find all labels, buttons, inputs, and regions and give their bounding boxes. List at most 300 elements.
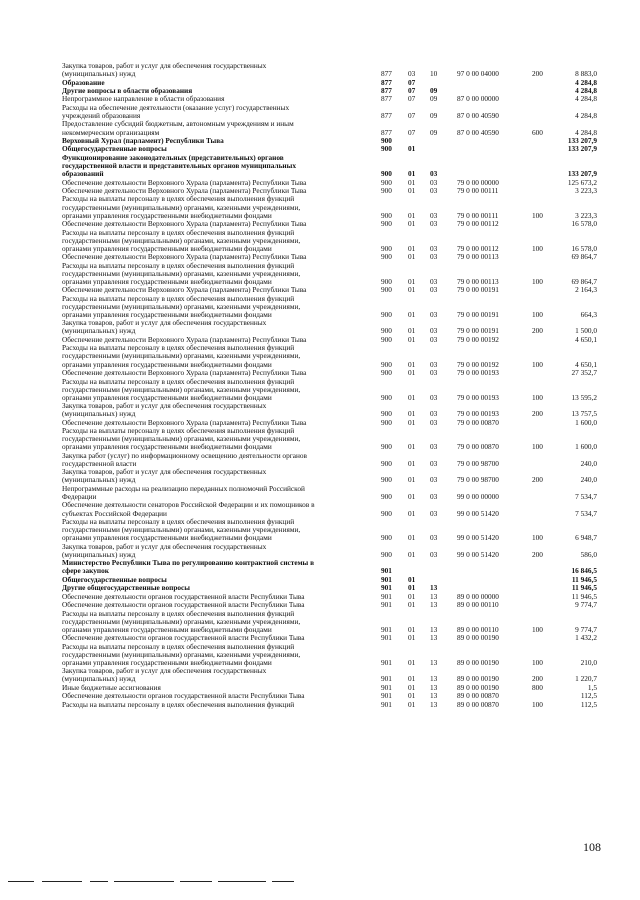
expense-type-code: 200 <box>532 326 543 336</box>
section-code: 01 <box>408 583 416 593</box>
subsection-code: 09 <box>430 127 438 137</box>
table-row <box>0 220 640 228</box>
row-name-line: Расходы на обеспечение деятельности (оказание услуг) государственных <box>62 103 290 112</box>
table-row <box>0 501 640 517</box>
ministry-code: 901 <box>381 600 392 610</box>
page-number: 108 <box>583 840 601 854</box>
subsection-code: 13 <box>430 657 438 667</box>
ministry-code: 901 <box>381 591 392 601</box>
table-row <box>0 402 640 418</box>
subsection-code: 03 <box>430 186 438 195</box>
row-name <box>62 543 362 559</box>
section-code: 01 <box>408 533 416 543</box>
table-row <box>0 369 640 377</box>
row-name-line: Закупка товаров, работ и услуг для обеспечения государственных <box>62 319 267 328</box>
amount: 240,0 <box>580 458 597 468</box>
ministry-code: 877 <box>381 69 392 79</box>
table-row <box>0 601 640 609</box>
table-row <box>0 62 640 78</box>
table-row <box>0 518 640 542</box>
section-code: 01 <box>408 600 416 610</box>
row-name-line: Непрограммные расходы на реализацию переданных полномочий Российской <box>62 484 305 493</box>
amount: 4 284,8 <box>575 77 597 87</box>
row-name-line: государственными (муниципальными) органами, казенными учреждениями, <box>62 352 301 361</box>
ministry-code: 901 <box>381 633 392 643</box>
subsection-code: 03 <box>430 177 438 187</box>
ministry-code: 901 <box>381 682 392 692</box>
row-name-line: Расходы на выплаты персоналу в целях обеспечения выполнения функций <box>62 518 295 526</box>
row-name-line: государственными (муниципальными) органами, казенными учреждениями, <box>62 302 301 311</box>
row-name <box>62 145 362 153</box>
row-name-line: некоммерческим организациям <box>62 128 160 137</box>
amount: 3 223,3 <box>575 186 597 195</box>
amount: 240,0 <box>580 475 597 485</box>
row-name-line: Министерство Республики Тыва по регулированию контрактной системы в <box>62 559 315 568</box>
row-name <box>62 593 362 601</box>
expense-type-code: 200 <box>532 69 543 79</box>
table-row <box>0 319 640 335</box>
target-code: 79 0 00 00870 <box>457 442 499 452</box>
table-row <box>0 137 640 145</box>
section-code: 07 <box>408 127 416 137</box>
section-code: 01 <box>408 574 416 584</box>
row-name <box>62 336 362 344</box>
target-code: 89 0 00 00000 <box>457 591 499 601</box>
expense-type-code: 100 <box>532 309 543 319</box>
table-row <box>0 584 640 592</box>
row-name <box>62 427 362 451</box>
target-code: 89 0 00 00870 <box>457 691 499 701</box>
row-name <box>62 262 362 286</box>
row-name <box>62 319 362 335</box>
row-name <box>62 344 362 368</box>
expense-type-code: 800 <box>532 682 543 692</box>
ministry-code: 900 <box>381 252 392 262</box>
row-name <box>62 120 362 136</box>
row-name <box>62 559 362 575</box>
section-code: 01 <box>408 417 416 427</box>
table-row <box>0 543 640 559</box>
ministry-code: 900 <box>381 508 392 518</box>
amount: 16 846,5 <box>571 566 597 576</box>
row-name-line: органами управления государственными внебюджетными фондами <box>62 393 272 402</box>
amount: 586,0 <box>580 549 597 559</box>
target-code: 79 0 00 00111 <box>457 210 499 220</box>
subsection-code: 13 <box>430 699 438 709</box>
table-row <box>0 104 640 120</box>
row-name <box>62 601 362 609</box>
table-row <box>0 692 640 700</box>
row-name <box>62 402 362 418</box>
ministry-code: 900 <box>381 549 392 559</box>
amount: 133 207,9 <box>567 169 597 179</box>
table-row <box>0 667 640 683</box>
amount: 1 600,0 <box>575 417 597 427</box>
expense-type-code: 600 <box>532 127 543 137</box>
row-name-line: государственными (муниципальными) органами, казенными учреждениями, <box>62 650 301 659</box>
row-name-line: государственными (муниципальными) органами, казенными учреждениями, <box>62 385 301 394</box>
table-row <box>0 576 640 584</box>
expense-type-code: 200 <box>532 475 543 485</box>
row-name-line: Обеспечение деятельности Верховного Хурала (парламента) Республики Тыва <box>62 418 307 427</box>
expense-type-code: 200 <box>532 549 543 559</box>
amount: 13 757,5 <box>571 409 597 419</box>
subsection-code: 03 <box>430 334 438 344</box>
row-name-line: органами управления государственными внебюджетными фондами <box>62 360 272 369</box>
target-code: 79 0 00 00111 <box>457 186 499 195</box>
ministry-code: 900 <box>381 210 392 220</box>
section-code: 01 <box>408 458 416 468</box>
amount: 133 207,9 <box>567 144 597 154</box>
row-name-line: государственными (муниципальными) органами, казенными учреждениями, <box>62 269 301 278</box>
amount: 1 220,7 <box>575 674 597 684</box>
row-name <box>62 501 362 517</box>
row-name-line: государственными (муниципальными) органами, казенными учреждениями, <box>62 617 301 626</box>
amount: 4 284,8 <box>575 110 597 120</box>
ministry-code: 901 <box>381 566 392 576</box>
ministry-code: 900 <box>381 368 392 378</box>
row-name <box>62 684 362 692</box>
subsection-code: 03 <box>430 475 438 485</box>
amount: 125 673,2 <box>567 177 597 187</box>
amount: 2 164,3 <box>575 285 597 295</box>
ministry-code: 901 <box>381 574 392 584</box>
subsection-code: 03 <box>430 285 438 295</box>
row-name <box>62 253 362 261</box>
ministry-code: 900 <box>381 491 392 501</box>
row-name-line: Расходы на выплаты персоналу в целях обеспечения выполнения функций <box>62 344 295 353</box>
row-name-line: Другие вопросы в области образования <box>62 87 193 95</box>
row-name-line: Обеспечение деятельности Верховного Хурала (парламента) Республики Тыва <box>62 369 307 378</box>
amount: 133 207,9 <box>567 136 597 145</box>
section-code: 01 <box>408 491 416 501</box>
row-name <box>62 79 362 87</box>
row-name <box>62 195 362 219</box>
amount: 69 864,7 <box>571 252 597 262</box>
ministry-code: 901 <box>381 691 392 701</box>
row-name-line: Расходы на выплаты персоналу в целях обеспечения выполнения функций <box>62 228 295 237</box>
section-code: 01 <box>408 674 416 684</box>
section-code: 01 <box>408 475 416 485</box>
expense-type-code: 100 <box>532 243 543 253</box>
target-code: 87 0 00 00000 <box>457 94 499 104</box>
section-code: 01 <box>408 368 416 378</box>
row-name-line: Расходы на выплаты персоналу в целях обеспечения выполнения функций <box>62 642 295 651</box>
target-code: 79 0 00 00113 <box>457 252 499 262</box>
row-name-line: органами управления государственными внебюджетными фондами <box>62 244 272 253</box>
section-code: 01 <box>408 549 416 559</box>
row-name-line: Расходы на выплаты персоналу в целях обеспечения выполнения функций <box>62 195 295 204</box>
amount: 4 284,8 <box>575 94 597 104</box>
row-name-line: Функционирование законодательных (представительных) органов <box>62 153 284 162</box>
row-name-line: Закупка товаров, работ и услуг для обеспечения государственных <box>62 468 267 477</box>
target-code: 99 0 00 51420 <box>457 549 499 559</box>
amount: 16 578,0 <box>571 243 597 253</box>
row-name <box>62 87 362 95</box>
subsection-code: 13 <box>430 624 438 634</box>
section-code: 01 <box>408 285 416 295</box>
ministry-code: 900 <box>381 276 392 286</box>
ministry-code: 900 <box>381 243 392 253</box>
table-row <box>0 179 640 187</box>
row-name-line: Верховный Хурал (парламент) Республики Тыва <box>62 137 224 145</box>
row-name-line: Обеспечение деятельности органов государственной власти Республики Тыва <box>62 692 305 701</box>
row-name-line: органами управления государственными внебюджетными фондами <box>62 658 272 667</box>
target-code: 89 0 00 00110 <box>457 624 499 634</box>
table-row <box>0 344 640 368</box>
row-name-line: (муниципальных) нужд <box>62 476 136 485</box>
table-row <box>0 559 640 575</box>
amount: 11 946,5 <box>571 591 597 601</box>
table-row <box>0 643 640 667</box>
section-code: 01 <box>408 359 416 369</box>
amount: 11 946,5 <box>571 583 597 593</box>
table-row <box>0 336 640 344</box>
subsection-code: 03 <box>430 368 438 378</box>
table-row <box>0 452 640 468</box>
target-code: 89 0 00 00190 <box>457 633 499 643</box>
row-name-line: органами управления государственными внебюджетными фондами <box>62 211 272 220</box>
subsection-code: 13 <box>430 633 438 643</box>
row-name-line: Федерации <box>62 492 97 501</box>
row-name-line: Расходы на выплаты персоналу в целях обеспечения выполнения функций <box>62 609 295 618</box>
subsection-code: 03 <box>430 210 438 220</box>
row-name-line: Обеспечение деятельности органов государственной власти Республики Тыва <box>62 592 305 601</box>
ministry-code: 900 <box>381 219 392 229</box>
expense-type-code: 200 <box>532 409 543 419</box>
target-code: 89 0 00 00110 <box>457 600 499 610</box>
subsection-code: 13 <box>430 600 438 610</box>
target-code: 99 0 00 51420 <box>457 508 499 518</box>
ministry-code: 901 <box>381 699 392 709</box>
target-code: 79 0 00 98700 <box>457 458 499 468</box>
section-code: 01 <box>408 624 416 634</box>
row-name-line: Непрограммное направление в области образования <box>62 95 225 104</box>
row-name-line: государственными (муниципальными) органами, казенными учреждениями, <box>62 203 301 212</box>
subsection-code: 09 <box>430 110 438 120</box>
row-name <box>62 485 362 501</box>
section-code: 01 <box>408 177 416 187</box>
row-name-line: Закупка товаров, работ и услуг для обеспечения государственных <box>62 62 267 70</box>
ministry-code: 900 <box>381 309 392 319</box>
subsection-code: 10 <box>430 69 438 79</box>
section-code: 01 <box>408 657 416 667</box>
target-code: 99 0 00 00000 <box>457 491 499 501</box>
row-name-line: Закупка работ (услуг) по информационному освещению деятельности органов <box>62 451 307 460</box>
amount: 7 534,7 <box>575 508 597 518</box>
ministry-code: 900 <box>381 177 392 187</box>
target-code: 79 0 00 00192 <box>457 359 499 369</box>
subsection-code: 03 <box>430 243 438 253</box>
row-name <box>62 584 362 592</box>
row-name-line: Общегосударственные вопросы <box>62 575 167 584</box>
row-name-line: учреждений образования <box>62 111 141 120</box>
row-name-line: Обеспечение деятельности органов государственной власти Республики Тыва <box>62 601 305 610</box>
target-code: 87 0 00 40590 <box>457 110 499 120</box>
row-name <box>62 286 362 294</box>
row-name-line: Обеспечение деятельности Верховного Хурала (парламента) Республики Тыва <box>62 220 307 229</box>
expense-type-code: 100 <box>532 276 543 286</box>
amount: 1 500,0 <box>575 326 597 336</box>
row-name-line: Расходы на выплаты персоналу в целях обеспечения выполнения функций <box>62 261 295 270</box>
expense-type-code: 100 <box>532 210 543 220</box>
table-row <box>0 378 640 402</box>
row-name <box>62 154 362 178</box>
row-name-line: Общегосударственные вопросы <box>62 145 167 154</box>
row-name-line: государственными (муниципальными) органами, казенными учреждениями, <box>62 526 301 535</box>
ministry-code: 900 <box>381 285 392 295</box>
target-code: 79 0 00 00193 <box>457 409 499 419</box>
row-name-line: субъектах Российской Федерации <box>62 509 167 518</box>
target-code: 89 0 00 00190 <box>457 657 499 667</box>
section-code: 01 <box>408 591 416 601</box>
target-code: 89 0 00 00870 <box>457 699 499 709</box>
subsection-code: 13 <box>430 591 438 601</box>
row-name-line: (муниципальных) нужд <box>62 550 136 559</box>
subsection-code: 13 <box>430 682 438 692</box>
ministry-code: 900 <box>381 442 392 452</box>
target-code: 79 0 00 00191 <box>457 309 499 319</box>
table-row <box>0 295 640 319</box>
target-code: 79 0 00 00191 <box>457 285 499 295</box>
row-name-line: органами управления государственными внебюджетными фондами <box>62 625 272 634</box>
amount: 69 864,7 <box>571 276 597 286</box>
section-code: 07 <box>408 77 416 87</box>
ministry-code: 900 <box>381 409 392 419</box>
target-code: 79 0 00 00193 <box>457 368 499 378</box>
subsection-code: 03 <box>430 533 438 543</box>
row-name-line: органами управления государственными внебюджетными фондами <box>62 310 272 319</box>
row-name-line: органами управления государственными внебюджетными фондами <box>62 277 272 286</box>
subsection-code: 03 <box>430 417 438 427</box>
row-name-line: Закупка товаров, работ и услуг для обеспечения государственных <box>62 402 267 411</box>
subsection-code: 13 <box>430 674 438 684</box>
subsection-code: 03 <box>430 309 438 319</box>
ministry-code: 901 <box>381 674 392 684</box>
ministry-code: 900 <box>381 359 392 369</box>
row-name <box>62 634 362 642</box>
expense-type-code: 100 <box>532 392 543 402</box>
ministry-code: 900 <box>381 458 392 468</box>
target-code: 79 0 00 98700 <box>457 475 499 485</box>
row-name <box>62 610 362 634</box>
row-name <box>62 369 362 377</box>
section-code: 01 <box>408 334 416 344</box>
subsection-code: 03 <box>430 359 438 369</box>
row-name-line: Обеспечение деятельности органов государственной власти Республики Тыва <box>62 634 305 643</box>
row-name-line: органами управления государственными внебюджетными фондами <box>62 443 272 452</box>
subsection-code: 03 <box>430 508 438 518</box>
row-name-line: (муниципальных) нужд <box>62 70 136 79</box>
ministry-code: 877 <box>381 94 392 104</box>
table-row <box>0 468 640 484</box>
amount: 4 284,8 <box>575 86 597 95</box>
row-name-line: Закупка товаров, работ и услуг для обеспечения государственных <box>62 667 267 676</box>
row-name-line: Расходы на выплаты персоналу в целях обеспечения выполнения функций <box>62 377 295 386</box>
row-name <box>62 419 362 427</box>
table-row <box>0 229 640 253</box>
section-code: 01 <box>408 409 416 419</box>
row-name-line: (муниципальных) нужд <box>62 410 136 419</box>
row-name <box>62 692 362 700</box>
amount: 9 774,7 <box>575 624 597 634</box>
ministry-code: 901 <box>381 583 392 593</box>
table-row <box>0 262 640 286</box>
table-row <box>0 593 640 601</box>
ministry-code: 900 <box>381 475 392 485</box>
row-name-line: Расходы на выплаты персоналу в целях обеспечения выполнения функций <box>62 700 295 709</box>
row-name-line: Другие общегосударственные вопросы <box>62 584 190 593</box>
table-row <box>0 419 640 427</box>
row-name <box>62 518 362 542</box>
subsection-code: 03 <box>430 458 438 468</box>
amount: 27 352,7 <box>571 368 597 378</box>
ministry-code: 900 <box>381 392 392 402</box>
row-name <box>62 137 362 145</box>
subsection-code: 03 <box>430 326 438 336</box>
row-name-line: органами управления государственными внебюджетными фондами <box>62 534 272 543</box>
table-row <box>0 95 640 103</box>
row-name <box>62 701 362 709</box>
section-code: 01 <box>408 682 416 692</box>
section-code: 01 <box>408 392 416 402</box>
table-row <box>0 187 640 195</box>
ministry-code: 900 <box>381 186 392 195</box>
row-name <box>62 468 362 484</box>
row-name-line: государственной власти и представительных органов муниципальных <box>62 161 296 170</box>
row-name <box>62 187 362 195</box>
row-name-line: образований <box>62 170 104 179</box>
section-code: 01 <box>408 210 416 220</box>
row-name-line: Предоставление субсидий бюджетным, автономным учреждениям и иным <box>62 120 294 129</box>
section-code: 07 <box>408 86 416 95</box>
target-code: 89 0 00 00190 <box>457 674 499 684</box>
section-code: 01 <box>408 309 416 319</box>
ministry-code: 900 <box>381 169 392 179</box>
row-name-line: Обеспечение деятельности Верховного Хурала (парламента) Республики Тыва <box>62 187 307 195</box>
section-code: 01 <box>408 219 416 229</box>
row-name <box>62 62 362 78</box>
row-name <box>62 576 362 584</box>
amount: 7 534,7 <box>575 491 597 501</box>
table-row <box>0 79 640 87</box>
row-name-line: Образование <box>62 78 105 87</box>
amount: 112,5 <box>580 699 597 709</box>
amount: 112,5 <box>580 691 597 701</box>
section-code: 03 <box>408 69 416 79</box>
row-name-line: Расходы на выплаты персоналу в целях обеспечения выполнения функций <box>62 427 295 436</box>
amount: 16 578,0 <box>571 219 597 229</box>
subsection-code: 03 <box>430 169 438 179</box>
section-code: 01 <box>408 326 416 336</box>
ministry-code: 877 <box>381 110 392 120</box>
table-row <box>0 427 640 451</box>
footer-rule <box>8 881 308 882</box>
target-code: 79 0 00 00000 <box>457 177 499 187</box>
subsection-code: 09 <box>430 86 438 95</box>
table-row <box>0 87 640 95</box>
table-row <box>0 610 640 634</box>
row-name-line: Расходы на выплаты персоналу в целях обеспечения выполнения функций <box>62 294 295 303</box>
amount: 1 432,2 <box>575 633 597 643</box>
row-name-line: Обеспечение деятельности сенаторов Российской Федерации и их помощников в <box>62 501 315 510</box>
expense-type-code: 100 <box>532 699 543 709</box>
section-code: 01 <box>408 508 416 518</box>
section-code: 01 <box>408 633 416 643</box>
subsection-code: 03 <box>430 219 438 229</box>
subsection-code: 09 <box>430 94 438 104</box>
ministry-code: 877 <box>381 127 392 137</box>
